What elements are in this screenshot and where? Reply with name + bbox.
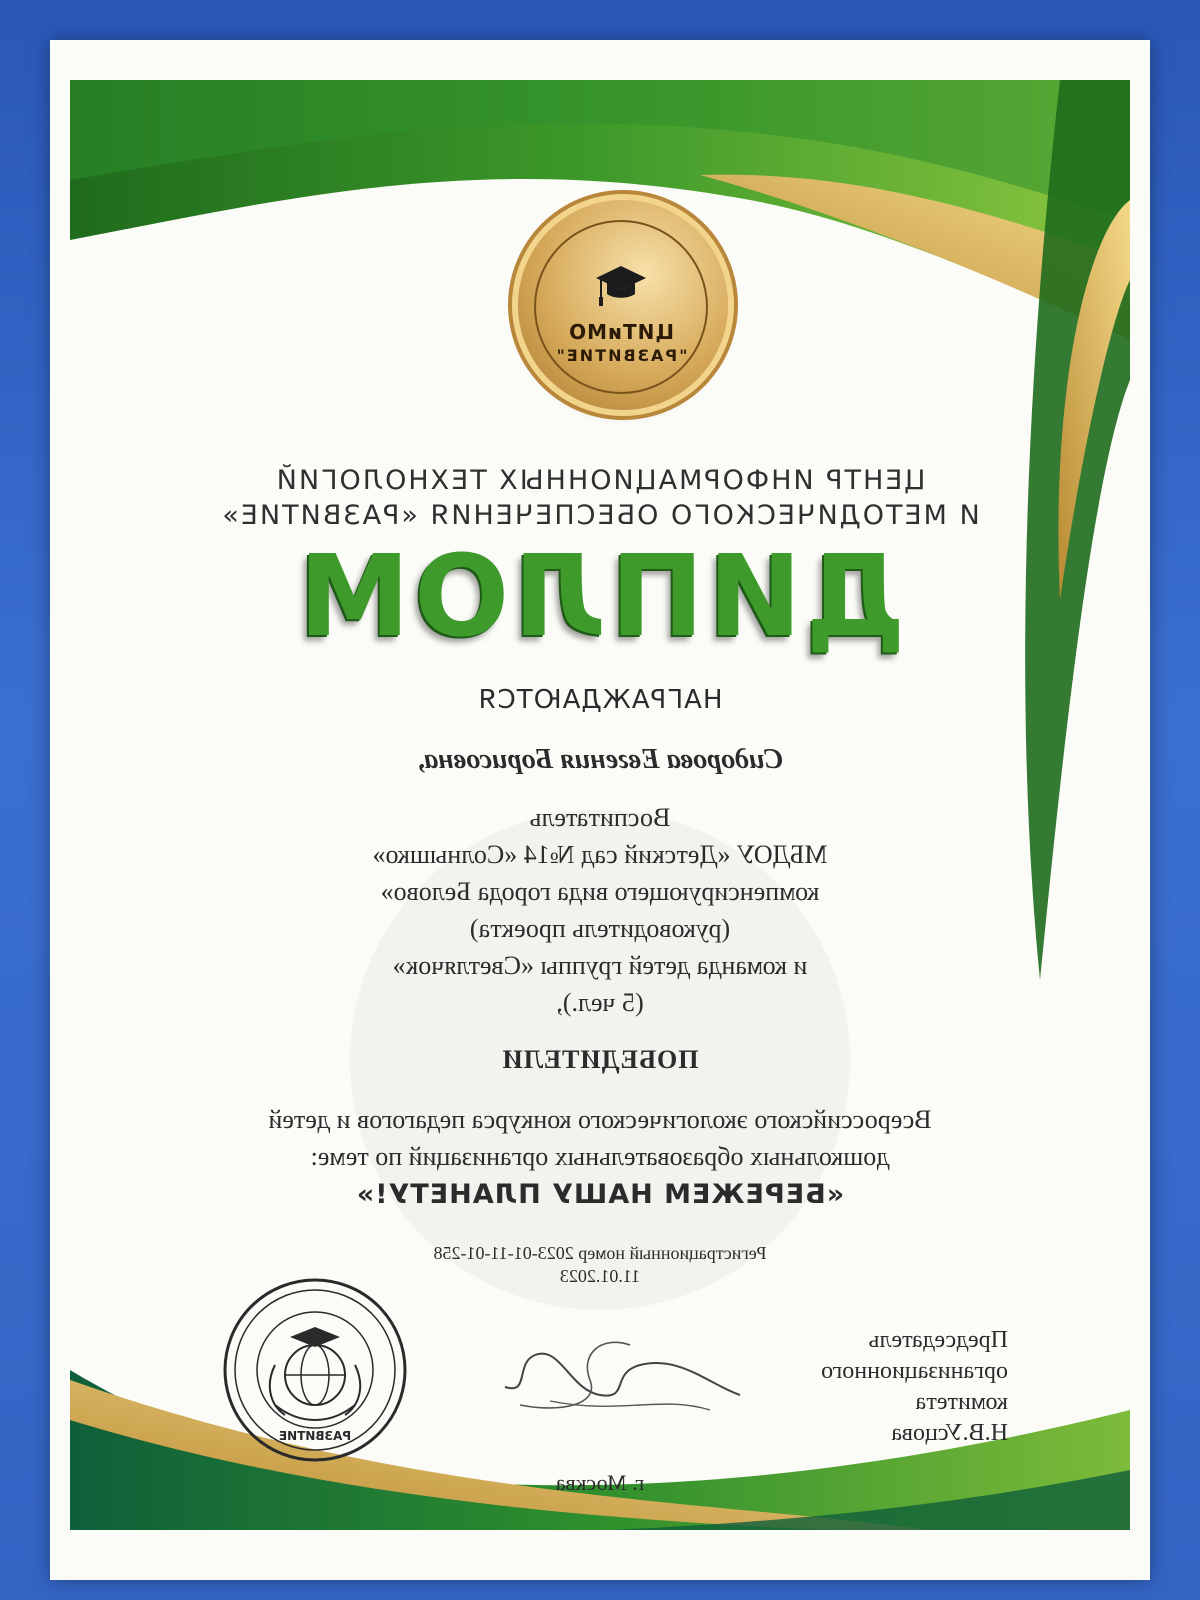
organization-stamp: [220, 1275, 410, 1465]
issue-date: 11.01.2023: [559, 1266, 641, 1286]
contest-line1: Всероссийского экологического конкурса педагогов и детей: [268, 1105, 932, 1134]
chairman-name: Н.В.Усцова: [891, 1420, 1008, 1446]
recipient-name: Сидорова Евгения Борисовна,: [416, 744, 784, 775]
seal-text-abbrev: ЦИТиМО: [568, 320, 674, 344]
seal-inner-ring: [534, 220, 708, 394]
city: г. Москва: [555, 1470, 645, 1495]
chairman-block: [748, 1325, 1008, 1449]
registration-number: Регистрационный номер 2023-01-11-01-258: [433, 1243, 767, 1263]
diploma-sheet: [50, 40, 1150, 1580]
chairman-title-line1: Председатель: [868, 1327, 1008, 1353]
recipient-role: Воспитатель: [529, 803, 671, 832]
institution-line2: компенсирующего вида города Белово»: [380, 877, 820, 906]
organization-seal: [518, 200, 728, 410]
awarded-heading: НАГРАЖДАЮТСЯ: [477, 685, 723, 715]
organization-name-line1: ЦЕНТР ИНФОРМАЦИОННЫХ ТЕХНОЛОГИЙ: [274, 465, 926, 496]
institution-line3: (руководитель проекта): [469, 914, 731, 943]
contest-line2: дошкольных образовательных организаций по теме:: [310, 1142, 890, 1171]
institution-line1: МБДОУ «Детский сад №14 «Солнышко»: [372, 840, 828, 869]
team-line1: и команда детей группы «Светлячок»: [392, 951, 808, 980]
mirrored-photo-content: [50, 40, 1150, 1580]
team-line2: (5 чел.),: [556, 988, 644, 1017]
seal-text-name: "РАЗВИТИЕ": [554, 346, 688, 365]
diploma-frame: [70, 80, 1130, 1530]
stamp-text: РАЗВИТИЕ: [278, 1429, 352, 1443]
signature: [490, 1325, 750, 1425]
winners-heading: ПОБЕДИТЕЛИ: [501, 1045, 699, 1074]
graduation-cap-icon: [596, 264, 646, 310]
contest-theme: «БЕРЕЖЕМ НАШУ ПЛАНЕТУ!»: [355, 1179, 845, 1210]
organization-name-line2: И МЕТОДИЧЕСКОГО ОБЕСПЕЧЕНИЯ «РАЗВИТИЕ»: [220, 500, 980, 531]
chairman-title-line3: комитета: [915, 1389, 1008, 1415]
diploma-title: ДИПЛОМ: [294, 532, 906, 662]
chairman-title-line2: организационного: [821, 1358, 1008, 1384]
